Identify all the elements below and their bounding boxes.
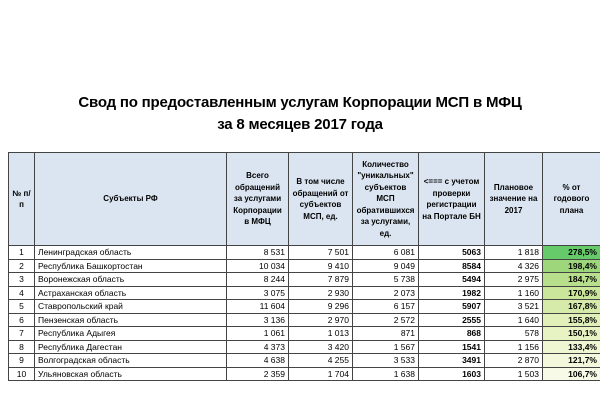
cell-msp-requests: 2 970 [289,313,353,327]
cell-verified: 3491 [419,354,485,368]
header-unique-msp: Количество "уникальных" субъектов МСП обратившихся за услугами, ед. [353,153,419,246]
header-number: № п/п [9,153,35,246]
cell-region: Ульяновская область [35,367,227,381]
cell-plan: 1 156 [485,340,543,354]
table-row [9,354,600,368]
cell-number: 2 [9,259,35,273]
cell-verified: 1541 [419,340,485,354]
cell-number: 5 [9,300,35,314]
cell-total-requests: 8 531 [227,246,289,260]
cell-plan: 1 640 [485,313,543,327]
cell-unique-msp: 9 049 [353,259,419,273]
table-row [9,259,600,273]
cell-plan-percent: 184,7% [543,273,600,287]
cell-unique-msp: 3 533 [353,354,419,368]
cell-verified: 868 [419,327,485,341]
cell-verified: 5907 [419,300,485,314]
cell-unique-msp: 6 081 [353,246,419,260]
cell-region: Республика Дагестан [35,340,227,354]
cell-plan-percent: 106,7% [543,367,600,381]
cell-number: 4 [9,286,35,300]
cell-plan-percent: 278,5% [543,246,600,260]
cell-unique-msp: 2 572 [353,313,419,327]
cell-plan-percent: 167,8% [543,300,600,314]
cell-plan-percent: 198,4% [543,259,600,273]
cell-total-requests: 11 604 [227,300,289,314]
cell-unique-msp: 1 567 [353,340,419,354]
header-plan-percent: % от годового плана [543,153,600,246]
table-row [9,327,600,341]
cell-total-requests: 8 244 [227,273,289,287]
cell-region: Республика Адыгея [35,327,227,341]
cell-msp-requests: 7 501 [289,246,353,260]
table-row [9,313,600,327]
table-row [9,367,600,381]
cell-plan: 2 870 [485,354,543,368]
summary-table-container [8,152,600,381]
cell-number: 1 [9,246,35,260]
table-row [9,300,600,314]
page-title [0,92,600,136]
table-row [9,286,600,300]
cell-number: 9 [9,354,35,368]
cell-unique-msp: 5 738 [353,273,419,287]
cell-region: Астраханская область [35,286,227,300]
cell-verified: 8584 [419,259,485,273]
cell-msp-requests: 9 410 [289,259,353,273]
cell-region: Ленинградская область [35,246,227,260]
cell-total-requests: 3 136 [227,313,289,327]
cell-plan: 3 521 [485,300,543,314]
cell-unique-msp: 871 [353,327,419,341]
title-line-1: Свод по предоставленным услугам Корпорации МСП в МФЦ [78,94,522,111]
header-region: Субъекты РФ [35,153,227,246]
table-row [9,246,600,260]
cell-number: 7 [9,327,35,341]
cell-number: 3 [9,273,35,287]
cell-total-requests: 3 075 [227,286,289,300]
table-row [9,273,600,287]
header-total-requests: Всего обращений за услугами Корпорации в МФЦ [227,153,289,246]
cell-msp-requests: 1 013 [289,327,353,341]
cell-total-requests: 1 061 [227,327,289,341]
cell-msp-requests: 2 930 [289,286,353,300]
cell-number: 10 [9,367,35,381]
cell-unique-msp: 6 157 [353,300,419,314]
table-header-row [9,153,600,246]
cell-verified: 5494 [419,273,485,287]
cell-verified: 1603 [419,367,485,381]
cell-plan-percent: 150,1% [543,327,600,341]
cell-verified: 5063 [419,246,485,260]
cell-total-requests: 10 034 [227,259,289,273]
table-row [9,340,600,354]
cell-msp-requests: 3 420 [289,340,353,354]
cell-plan-percent: 170,9% [543,286,600,300]
cell-verified: 2555 [419,313,485,327]
cell-plan: 4 326 [485,259,543,273]
cell-region: Ставропольский край [35,300,227,314]
header-msp-requests: В том числе обращений от субъектов МСП, ед. [289,153,353,246]
cell-total-requests: 2 359 [227,367,289,381]
title-line-2: за 8 месяцев 2017 года [217,116,383,133]
cell-msp-requests: 4 255 [289,354,353,368]
cell-plan: 2 975 [485,273,543,287]
cell-plan: 1 818 [485,246,543,260]
cell-plan: 578 [485,327,543,341]
cell-total-requests: 4 373 [227,340,289,354]
cell-number: 6 [9,313,35,327]
cell-verified: 1982 [419,286,485,300]
header-verified: <=== с учетом проверки регистрации на Портале БН [419,153,485,246]
cell-plan: 1 503 [485,367,543,381]
summary-table [8,152,600,381]
cell-region: Республика Башкортостан [35,259,227,273]
cell-plan-percent: 133,4% [543,340,600,354]
cell-plan-percent: 155,8% [543,313,600,327]
cell-number: 8 [9,340,35,354]
cell-plan-percent: 121,7% [543,354,600,368]
cell-plan: 1 160 [485,286,543,300]
cell-msp-requests: 9 296 [289,300,353,314]
cell-total-requests: 4 638 [227,354,289,368]
cell-region: Волгоградская область [35,354,227,368]
cell-unique-msp: 2 073 [353,286,419,300]
cell-msp-requests: 1 704 [289,367,353,381]
cell-msp-requests: 7 879 [289,273,353,287]
cell-region: Пензенская область [35,313,227,327]
cell-region: Воронежская область [35,273,227,287]
header-plan: Плановое значение на 2017 [485,153,543,246]
cell-unique-msp: 1 638 [353,367,419,381]
